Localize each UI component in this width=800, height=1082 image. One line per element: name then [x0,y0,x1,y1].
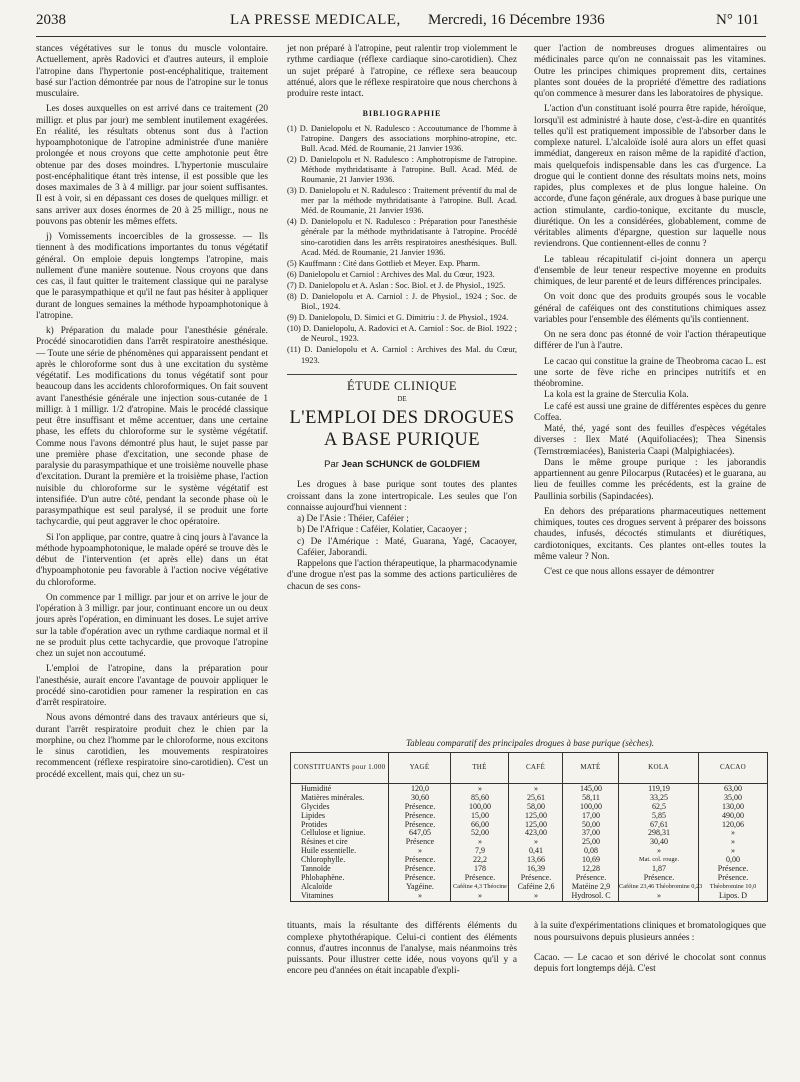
table-row-label: Chlorophylle. [301,855,346,865]
table-cell: Caféine 2,6 [517,881,555,891]
table-cell: Yagéine. [406,881,434,891]
paragraph: Les drogues à base purique sont toutes des plantes croissant dans la zone intertropicale. Les seules que l'on connaisse aujourd'hui viennent : [287,480,517,513]
table-cell: » [418,890,422,900]
column-1 [36,44,268,781]
table-cell: 13,66 [527,855,545,865]
table-header-cell: CAFÉ [509,753,563,783]
table-header-cell: YAGÉ [389,753,451,783]
table-cell: 30,60 [411,792,429,802]
bibliography-entry: (11) D. Danielopolu et A. Carniol : Archives des Mal. du Cœur, 1923. [287,345,517,365]
author-prefix: Par [324,459,339,471]
paragraph: Rappelons que l'action thérapeutique, la pharmacodynamie d'une drogue n'est pas la somme des actions particulières de chacun de ses cons- [287,559,517,592]
table-row-labels [301,785,365,901]
table-col-cacao [699,785,767,901]
table-row-label: Huile essentielle. [301,846,357,856]
table-cell: » [657,890,661,900]
table-cell: 0,00 [726,855,740,865]
table-cell: 25,00 [582,837,600,847]
table-cell: 125,00 [525,819,547,829]
table-cell: 67,61 [650,819,668,829]
bibliography-entry: (10) D. Danielopolu, A. Radovici et A. Carniol : Soc. de Biol. 1922 ; de Neurol., 1923. [287,324,517,344]
paragraph: Nous avons démontré dans des travaux antérieurs que si, durant l'arrêt respiratoire produit chez le chien par la morphine, ou chez l'homme par le chloroforme, nous excitons le sinus carotidien, les mouvements respiratoires recommencent (réflexe respiratoire sino-carotidien). C'est un procédé excellent, mais qui, chez un su- [36,713,268,780]
table-cell: Caféine 4,3 Théocine [453,882,507,890]
table-cell: Présence. [717,864,749,874]
table-col-kola [619,784,703,901]
table-cell: 178 [474,864,486,874]
table-cell: 0,41 [529,846,543,856]
table-cell: 66,00 [471,819,489,829]
table-cell: Présence. [643,872,675,882]
issue-date: Mercredi, 16 Décembre 1936 [428,12,605,28]
table-cell: 33,25 [650,792,668,802]
table-cell: Présence. [464,872,496,882]
column-2 [287,44,517,593]
paragraph: Les doses auxquelles on est arrivé dans ce traitement (20 milligr. et plus par jour) me semblent inutilement exagérées. En réalité, les résultats obtenus sont dus à l'action hypoamphotonique de l'atropine administrée d'une manière prolongée et nous croyons que cette amphotonie peut être obtenue par des doses moindres. L'hypertonie musculaire post-encéphalitique étant très intense, il est possible que les doses maximales de 3 à 4 milligr. par jour soient suffisantes. Il est à voir, si en dépassant ces doses de quelques milligr. et sans arriver aux doses énormes de 20 à 25 milligr., nous ne pouvons pas obtenir les mêmes effets. [36,104,268,227]
list-item: b) De l'Afrique : Caféier, Kolatier, Cacaoyer ; [297,525,468,536]
table-cell: 35,00 [724,792,742,802]
table-header-cell: MATÉ [563,753,619,783]
table-cell: Présence [405,837,435,847]
list-item: a) De l'Asie : Théier, Caféier ; [297,514,409,525]
table-cell: 125,00 [525,810,547,820]
bibliography-heading: BIBLIOGRAPHIE [362,109,442,119]
table-cell: Présence. [717,872,749,882]
table-row-label: Matières minérales. [301,792,365,802]
table-cell: 119,19 [648,784,670,793]
table-cell: » [657,846,661,856]
paragraph: C'est ce que nous allons essayer de démontrer [544,567,715,577]
comparison-table [290,752,768,902]
paragraph: tituants, mais la résultante des différents éléments du complexe phytothérapique. Celui-ci contient des éléments connus, d'autres inconnus de l'analyse, mais néanmoins très puissants. Pour illustrer cette idée, nous voyons qu'il y a encore peu d'années on était incapable d'expli- [287,921,517,977]
bottom-column-3 [534,912,766,985]
article-title-line1: L'EMPLOI DES DROGUES [289,408,515,429]
section-divider [287,374,517,375]
bibliography-entry: (7) D. Danielopolu et A. Aslan : Soc. Biol. et J. de Physiol., 1925. [287,280,506,290]
article-kicker: ÉTUDE CLINIQUE [346,378,458,393]
table-cell: 25,61 [527,792,545,802]
table-cell: 58,00 [527,801,545,811]
table-cell: » [731,837,735,847]
bibliography-entry: (8) D. Danielopolu et A. Carniol : J. de Physiol., 1924 ; Soc. de Biol., 1924. [287,292,517,312]
table-col-mate [563,785,619,901]
table-cell: Matéine 2,9 [571,881,611,891]
table-cell: 298,31 [648,828,670,838]
paragraph: L'action d'un constituant isolé pourra être rapide, héroïque, lorsqu'il est administré à haute dose, c'est-à-dire en quantités telles qu'il est pratiquement impossible de l'absorber dans le complexe naturel. L'alcaloïde isolé aura alors un effet quasi immédiat, dangereux en raison même de la rapidité d'action, mais quelquefois indispensable dans les cas d'urgence. La drogue qui le contient donne des résultats moins nets, moins rapides, plus complexes et de plus longue haleine. On accorde, d'une façon générale, aux drogues à base purique une action stimulante, cardio-tonique, excitante du muscle, diurétique. On les a considérées, globablement, comme de véritables aliments d'épargne, question sur laquelle nous reviendrons. Que contiennent-elles de connu ? [534,104,766,250]
table-cell: 62,5 [652,801,666,811]
bibliography-entry: (2) D. Danielopolu et N. Radulesco : Amphotropisme de l'atropine. Méthode mythridatisante à l'atropine. Bull. Acad. Méd. de Roumanie, 21 Janvier 1936. [287,154,517,184]
table-cell: 12,28 [582,864,600,874]
table-row-label: Résines et cire [301,837,348,847]
bibliography-entry: (3) D. Danielopolu et N. Radulesco : Traitement préventif du mal de mer par la méthode mythridatisante à l'atropine. Bull. Acad. Méd. de Roumanie, 21 Janvier 1936. [287,186,517,216]
table-col-cafe [509,785,563,901]
article-title-line2: A BASE PURIQUE [323,430,481,451]
article-author [287,459,517,470]
table-cell: 100,00 [469,801,491,811]
table-cell: 490,00 [722,810,744,820]
paragraph: La kola est la graine de Sterculia Kola. [544,390,689,401]
table-cell: 423,00 [525,828,547,838]
bibliography-entry: (4) D. Danielopolu et N. Radulesco : Préparation pour l'anesthésie générale par la méthode mythridatisante à l'atropine. Procédé sino-carotidien dans les arrêts respiratoires anesthésiques. Bull. Acad. Méd. de Roumanie, 21 Janvier 1936. [287,217,517,257]
table-header-cell: CACAO [719,763,746,772]
paragraph: On commence par 1 milligr. par jour et on arrive le jour de l'opération à 3 milligr. par jour, continuant encore un ou deux jours après l'opération, en diminuant les doses. Le sujet arrive sur la table d'opération avec un rythme cardiaque normal et il ne se produit plus cette tachycardie, que provoque l'atropine chez un sujet non accoutumé. [36,592,268,659]
bibliography-entry: (5) Kauffmann : Cité dans Gottlieb et Meyer. Exp. Pharm. [287,258,480,268]
list-item: c) De l'Amérique : Maté, Guarana, Yagé, Cacaoyer, Caféier, Jaborandi. [297,536,517,558]
page-header [36,12,766,34]
table-cell: 7,9 [475,846,485,856]
table-row-label: Phlobaphène. [301,872,345,882]
table-cell: 100,00 [580,801,602,811]
table-row-label: Alcaloïde [301,881,333,891]
paragraph: quer l'action de nombreuses drogues alimentaires ou médicinales parce qu'on ne connaissait pas les vitamines. Outre les principes chimiques proprement dits, certaines plantes sont douées de la propriété d'émettre des radiations qu'on commence à mesurer dans les laboratoires de physique. [534,44,766,99]
table-cell: Présence. [404,801,436,811]
table-row-label: Vitamines [301,890,334,900]
table-header-cell: CONSTITUANTS pour 1.000 [291,753,389,783]
journal-title: LA PRESSE MEDICALE, [230,12,401,28]
issue-number: N° 101 [716,12,760,28]
table-cell: Présence. [520,872,552,882]
paragraph: On ne sera donc pas étonné de voir l'action thérapeutique différer de l'un à l'autre. [534,330,766,352]
bibliography-list [287,124,517,366]
bibliography-entry: (1) D. Danielopolu et N. Radulesco : Accoutumance de l'homme à l'atropine. Dangers des associations morphino-atropine, etc. Bull. Acad. Méd. de Roumanie, 21 Janvier 1936. [287,123,517,153]
paragraph: jet non préparé à l'atropine, peut ralentir trop violemment le rythme cardiaque (réflexe cardiaque sino-carotidien). Chez un sujet préparé à l'atropine, ce réflexe sera beaucoup atténué, alors que le réflexe respiratoire que nous cherchons à produire reste intact. [287,44,517,99]
table-cell: Présence. [575,872,607,882]
table-cell: 50,00 [582,819,600,829]
table-cell: 17,00 [582,810,600,820]
column-3 [534,44,766,578]
paragraph: Si l'on applique, par contre, quatre à cinq jours à l'avance la méthode hypoamphotonique, le malade opéré se trouve dès le début de l'intervention (et après elle) dans un état d'hypoamphotonie peu favorable à l'action nocive végétative du chloroforme. [36,532,268,588]
table-cell: 120,0 [411,784,429,793]
bibliography-entry: (6) Danielopolu et Carniol : Archives des Mal. du Cœur, 1923. [287,269,495,279]
paragraph: à la suite d'expérimentations cliniques et bromatologiques que nous poursuivons depuis plusieurs années : [534,921,766,943]
table-cell: Présence. [404,872,436,882]
bottom-column-2 [287,912,517,987]
paragraph: En dehors des préparations pharmaceutiques nettement chimiques, toutes ces drogues servent à préparer des boissons chaudes, infusés, décoctés stimulants et diurétiques, cardiotoniques, excitants. Ces plantes ont-elles toutes la même valeur ? Non. [534,506,766,562]
table-cell: Présence. [404,855,436,865]
table-cell: 52,00 [471,828,489,838]
table-header-row [291,753,767,784]
table-cell: » [731,828,735,838]
table-cell: » [534,837,538,847]
table-cell: Mat. col. rouge. [638,856,680,864]
table-cell: Présence. [404,864,436,874]
table-cell: 22,2 [473,855,487,865]
table-header-cell: THÉ [451,753,509,783]
table-row-label: Cellulose et ligniue. [301,828,366,838]
table-cell: 16,39 [527,864,545,874]
bibliography-entry: (9) D. Danielopolu, D. Simici et G. Dimitriu : J. de Physiol., 1924. [287,313,509,323]
table-cell: » [478,837,482,847]
table-cell: » [478,890,482,900]
table-cell: 58,11 [582,792,600,802]
table-cell: 15,00 [471,810,489,820]
table-row-label: Protides [301,819,328,829]
table-cell: Lipos. D [719,890,747,900]
paragraph: On voit donc que des produits groupés sous le vocable général de caféiques ont des constitutions chimiques assez variables pour l'ensemble des éléments qu'ils contiennent. [534,292,766,325]
table-cell: 63,00 [724,784,742,793]
article-kicker-de: DE [397,394,407,403]
table-row-label: Humidité [301,784,332,793]
table-cell: Présence. [404,819,436,829]
table-cell: » [478,784,482,793]
table-cell: 130,00 [722,801,744,811]
paragraph: Maté, thé, yagé sont des feuilles d'espèces végétales diverses : Ilex Maté (Aquifoliacées); Thea Sinensis (Ternstrœmiacées), Banisteria Caapi (Malpighiacées). [534,424,766,457]
table-cell: » [534,890,538,900]
header-rule [36,36,766,37]
table-cell: » [731,846,735,856]
page-number: 2038 [36,12,66,28]
paragraph: Le tableau récapitulatif ci-joint donnera un aperçu d'ensemble de leur teneur respective moyenne en produits chimiques, de leur parenté et de leurs différences principales. [534,254,766,287]
table-cell: Théobromine 10,0 [709,882,757,890]
paragraph: stances végétatives sur le tonus du muscle volontaire. Actuellement, après Radovici et d'autres auteurs, il emploie l'atropine dans l'hypertonie post-encéphalitique, traitement basé sur l'action démontrée par nous de l'atropine sur le tonus musculaire. [36,44,268,99]
table-cell: 37,00 [582,828,600,838]
table-cell: 85,60 [471,792,489,802]
paragraph: k) Préparation du malade pour l'anesthésie générale. Procédé sinocarotidien dans l'arrêt respiratoire anesthésique. — Toute une série de phénomènes qui apparaissent pendant et après le chloroforme sont dus à une excitation du système végétatif. Les modifications du tonus végétatif sont pour beaucoup dans les accidents chloroformiques. On fait souvent avant l'anesthésie générale une injection sous-cutanée de 1 milligr. à 1 milligr. 1/2 d'atropine. Mais le procédé classique peut être insuffisant et même accentuer, dans une certaine phase, les effets du chloroforme sur le système végétatif. Comme nous l'avons démontré plus haut, le sujet passe par une première phase d'excitation, une seconde phase de paralysie du parasympathique et une troisième nouvelle phase d'excitation. Durant la première et la troisième phase, l'action nuisible du chloroforme sur le système végétatif est intensifiée. D'un autre côté, pendant la seconde phase où le parasympathique est seul paralysé, il se produit une forte tachycardie, qui peut aggraver le choc opératoire. [36,326,268,528]
table-col-yage [389,785,451,901]
paragraph: Le cacao qui constitue la graine de Theobroma cacao L. est une sorte de fève riche en principes nutritifs et en théobromine. [534,356,766,389]
table-cell: » [418,846,422,856]
table-cell: 0,08 [584,846,598,856]
table-col-the [451,785,509,901]
table-cell: 647,05 [409,828,431,838]
table-row-label: Lipides [301,810,325,820]
paragraph: Dans le même groupe purique : les jaborandis appartiennent au genre Pilocarpus (Rutacées) et le guarana, au lieu de feuilles comme les précédents, est la graine de Paullinia sorbilis (Sapindacées). [534,457,766,502]
author-name: Jean SCHUNCK de GOLDFIEM [341,459,480,471]
paragraph: Le café est aussi une graine de différentes espèces du genre Coffea. [534,401,766,423]
paragraph: Cacao. — Le cacao et son dérivé le chocolat sont connus depuis fort longtemps déjà. C'est [534,953,766,975]
table-cell: 1,87 [652,864,666,874]
paragraph: j) Vomissements incoercibles de la grossesse. — Ils tiennent à des modifications importantes du tonus végétatif général. On emploie depuis longtemps l'atropine, mais nullement d'une manière soutenue. Nous croyons que dans ces cas, il faut quitter le traitement classique qui ne paralyse que le parasympathique et qu'il ne faut pas hésiter à appliquer durant de longues semaines la méthode hypoamphotonique à l'atropine. [36,232,268,321]
table-caption: Tableau comparatif des principales drogues à base purique (sèches). [405,738,655,748]
table-cell: 30,40 [650,837,668,847]
table-cell: Hydrosol. C [571,890,611,900]
table-cell: Caféine 23,46 Théobromine 0,23 [619,882,703,890]
table-cell: 10,69 [582,855,600,865]
table-cell: 145,00 [580,784,602,793]
table-row-label: Tannoïde [301,864,331,874]
paragraph: L'emploi de l'atropine, dans la préparation pour l'anesthésie, aurait encore l'avantage de pouvoir appliquer le procédé sino-carotidien pour ramener la respiration en cas d'arrêt respiratoire. [36,664,268,708]
table-header-cell: KOLA [619,753,699,783]
table-cell: 120,06 [722,819,744,829]
table-row-label: Glycides [301,801,330,811]
table-cell: Présence. [404,810,436,820]
table-cell: 5,85 [652,810,666,820]
table-cell: » [534,784,538,793]
